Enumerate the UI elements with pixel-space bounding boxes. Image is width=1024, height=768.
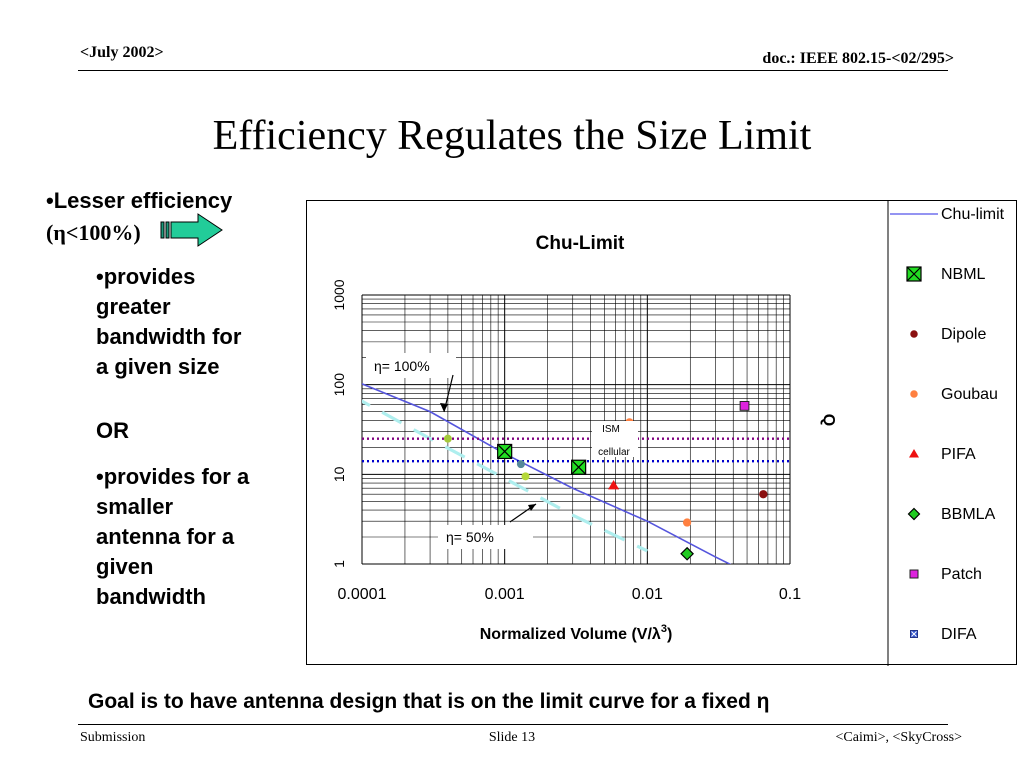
chart-title: Chu-Limit bbox=[535, 233, 625, 254]
sub2-line-1: •provides for a bbox=[96, 464, 250, 489]
sub1-line-1: •provides bbox=[96, 264, 196, 289]
x-axis-label-end: ) bbox=[666, 626, 673, 643]
legend-marker-dipole bbox=[910, 330, 918, 338]
legend-label-dipole: Dipole bbox=[941, 326, 987, 343]
legend-label-difa: DIFA bbox=[941, 626, 977, 643]
sub2-line-2: smaller bbox=[96, 494, 174, 519]
legend-label-pifa: PIFA bbox=[941, 446, 976, 463]
sub2-line-5: bandwidth bbox=[96, 584, 206, 609]
x-tick-label: 0.1 bbox=[778, 586, 802, 603]
annotation-cellular: cellular bbox=[598, 447, 630, 458]
footer-authors: <Caimi>, <SkyCross> bbox=[835, 730, 962, 745]
x-tick-label: 0.0001 bbox=[337, 586, 387, 603]
legend-marker-goubau bbox=[910, 390, 918, 398]
y-tick-label: 10 bbox=[331, 466, 347, 483]
header-date: <July 2002> bbox=[80, 44, 164, 61]
point-small bbox=[444, 435, 452, 443]
legend-marker-difa bbox=[911, 631, 918, 638]
x-axis-label-sup: 3 bbox=[660, 623, 667, 635]
eta-label: (η<100%) bbox=[46, 220, 141, 245]
legend-label-chu-limit: Chu-limit bbox=[941, 206, 1005, 223]
legend-marker-nbml bbox=[907, 267, 921, 281]
y-tick-label: 100 bbox=[331, 372, 347, 397]
footer-submission: Submission bbox=[80, 730, 146, 745]
legend-label-nbml: NBML bbox=[941, 266, 986, 283]
footer-rule bbox=[78, 724, 948, 725]
slide-title: Efficiency Regulates the Size Limit bbox=[212, 113, 812, 159]
annotation-eta-50: η= 50% bbox=[446, 529, 494, 545]
x-axis-label bbox=[480, 623, 673, 643]
or-text: OR bbox=[96, 418, 129, 443]
header-rule bbox=[78, 70, 948, 71]
annotation-eta-100: η= 100% bbox=[374, 358, 430, 374]
point-small bbox=[517, 460, 525, 468]
point-small bbox=[522, 472, 530, 480]
x-tick-label: 0.001 bbox=[484, 586, 525, 603]
sub1-line-2: greater bbox=[96, 294, 171, 319]
header-doc: doc.: IEEE 802.15-<02/295> bbox=[762, 50, 954, 67]
y-tick-label: 1000 bbox=[331, 279, 347, 311]
y-tick-label: 1 bbox=[331, 560, 347, 568]
sub2-line-3: antenna for a bbox=[96, 524, 235, 549]
legend-marker-patch bbox=[910, 570, 918, 578]
point-goubau bbox=[683, 518, 691, 526]
chu-limit-chart bbox=[306, 200, 1018, 666]
goal-statement: Goal is to have antenna design that is on the limit curve for a fixed η bbox=[88, 690, 770, 713]
x-axis-label-text: Normalized Volume (V/λ bbox=[479, 626, 661, 643]
footer-slide-number: Slide 13 bbox=[488, 730, 536, 745]
right-arrow-icon bbox=[160, 212, 224, 248]
legend-label-bbmla: BBMLA bbox=[941, 506, 996, 523]
annotation-ism: ISM bbox=[602, 424, 620, 435]
sub2-line-4: given bbox=[96, 554, 154, 579]
sub1-line-4: a given size bbox=[96, 354, 220, 379]
x-tick-label: 0.01 bbox=[631, 586, 663, 603]
legend-label-patch: Patch bbox=[941, 566, 982, 583]
point-nbml bbox=[572, 460, 586, 474]
sub1-line-3: bandwidth for bbox=[96, 324, 242, 349]
point-nbml bbox=[498, 444, 512, 458]
y-axis-label: Q bbox=[820, 413, 837, 427]
bullet-lesser-efficiency: •Lesser efficiency bbox=[46, 188, 233, 213]
point-dipole bbox=[759, 490, 767, 498]
legend-label-goubau: Goubau bbox=[941, 386, 998, 403]
point-patch bbox=[740, 401, 749, 410]
